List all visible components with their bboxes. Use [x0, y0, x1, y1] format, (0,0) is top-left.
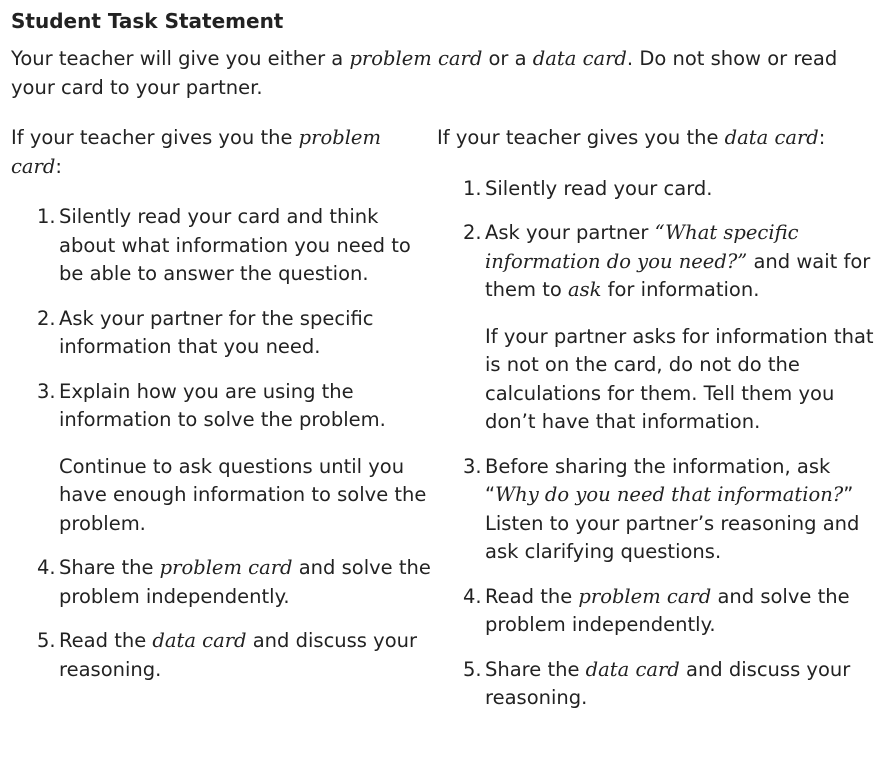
item-number: 3.	[37, 379, 56, 403]
intro-problem-card: problem card	[349, 47, 483, 70]
item-text: Share the	[59, 556, 160, 579]
item-text: Ask your partner for the specific information that you need.	[59, 306, 374, 358]
list-item	[11, 627, 431, 684]
item-emphasis: data card	[152, 629, 247, 652]
list-item	[11, 203, 431, 289]
list-item	[437, 453, 877, 567]
item-number: 5.	[463, 657, 482, 681]
item-note: Continue to ask questions until you have enough information to solve the problem.	[59, 454, 427, 535]
list-item	[437, 583, 877, 640]
list-item	[11, 554, 431, 611]
item-text: Read the	[59, 629, 153, 652]
item-number: 3.	[463, 454, 482, 478]
item-number: 5.	[37, 629, 56, 652]
item-text: and wait for them to	[485, 249, 871, 301]
item-text: ” Listen to your partner’s reasoning and ask clarifying questions.	[485, 483, 860, 563]
data-card-column	[437, 124, 877, 713]
heading-colon: :	[55, 154, 62, 178]
data-card-steps	[437, 175, 877, 713]
heading-text: If your teacher gives you the	[11, 126, 299, 149]
item-emphasis: Why do you need that information?	[495, 483, 844, 506]
page-title: Student Task Statement	[11, 9, 284, 33]
item-text: Read the	[485, 584, 579, 608]
item-text: Share the	[485, 657, 586, 681]
problem-card-heading	[11, 124, 431, 181]
list-item	[11, 378, 431, 539]
intro-paragraph	[11, 45, 871, 102]
problem-card-column	[11, 124, 431, 684]
item-text: Silently read your card.	[485, 176, 713, 200]
item-number: 1.	[463, 176, 482, 200]
item-text: and solve the problem independently.	[485, 584, 850, 636]
item-emphasis: “What specific information do you need?”	[485, 221, 799, 273]
list-item	[11, 305, 431, 362]
problem-card-steps	[11, 203, 431, 684]
item-emphasis: problem card	[578, 584, 712, 608]
item-text: Ask your partner	[485, 221, 655, 244]
item-text: Silently read your card and think about what information you need to be able to answer the question.	[59, 205, 411, 285]
item-number: 4.	[463, 584, 482, 608]
intro-data-card: data card	[532, 47, 627, 70]
item-text: and solve the problem independently.	[59, 556, 431, 608]
item-number: 4.	[37, 556, 56, 579]
list-item	[437, 656, 877, 713]
item-emphasis: data card	[585, 657, 680, 681]
heading-emphasis: problem card	[11, 126, 381, 178]
item-number: 2.	[37, 306, 56, 330]
item-text: and discuss your reasoning.	[59, 629, 418, 681]
heading-emphasis: data card	[724, 126, 819, 149]
data-card-heading	[437, 124, 877, 153]
heading-colon: :	[818, 126, 826, 149]
list-item	[437, 219, 877, 437]
item-text: Before sharing the information, ask “	[485, 454, 831, 506]
intro-text-3: or a	[482, 47, 533, 70]
item-text: and discuss your reasoning.	[485, 657, 851, 709]
intro-text-5: . Do not show or read your card to your partner.	[11, 47, 838, 99]
item-emphasis: ask	[567, 278, 602, 301]
item-text: for information.	[601, 278, 760, 301]
heading-text: If your teacher gives you the	[437, 126, 725, 149]
item-number: 1.	[37, 205, 56, 228]
item-number: 2.	[463, 221, 482, 244]
item-note: If your partner asks for information that is not on the card, do not do the calculations for them. Tell them you don’t have that information.	[485, 324, 874, 433]
item-text: Explain how you are using the information to solve the problem.	[59, 379, 386, 431]
intro-text-1: Your teacher will give you either a	[11, 47, 350, 70]
list-item	[437, 175, 877, 204]
item-emphasis: problem card	[159, 556, 293, 579]
